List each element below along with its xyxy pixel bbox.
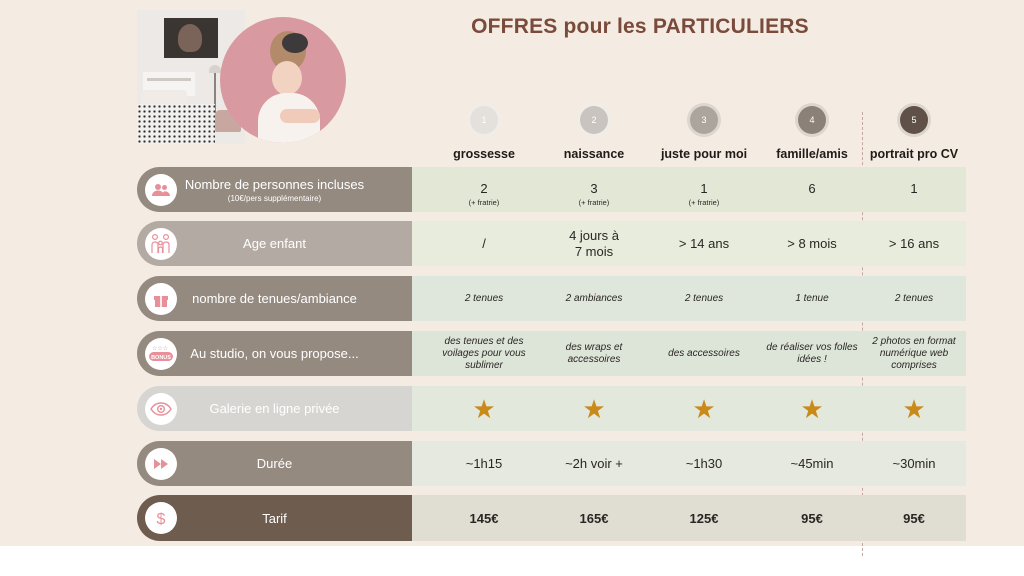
table-cell bbox=[429, 236, 539, 251]
cell-value: 2 ambiances bbox=[565, 292, 623, 304]
table-cell bbox=[859, 456, 969, 471]
cell-value: > 8 mois bbox=[787, 236, 837, 251]
table-cell bbox=[757, 293, 867, 305]
cell-value: > 14 ans bbox=[678, 236, 730, 251]
bottom-strip bbox=[0, 546, 1024, 576]
table-cell bbox=[649, 456, 759, 471]
step-number-badge: 5 bbox=[900, 106, 928, 134]
table-cell bbox=[649, 181, 759, 207]
row-label-text bbox=[137, 291, 412, 306]
cell-value: 6 bbox=[808, 181, 816, 196]
cell-value: ~1h15 bbox=[465, 456, 503, 471]
row-label-main: Tarif bbox=[262, 510, 287, 526]
row-label-text bbox=[137, 177, 412, 203]
cell-value: ~30min bbox=[892, 456, 936, 471]
table-cell bbox=[539, 228, 649, 260]
table-cell bbox=[429, 336, 539, 372]
face bbox=[272, 61, 302, 95]
table-cell bbox=[859, 336, 969, 372]
table-cell bbox=[429, 456, 539, 471]
step-number-badge: 2 bbox=[580, 106, 608, 134]
row-label-main: Age enfant bbox=[243, 236, 306, 251]
girl-portrait-photo bbox=[220, 17, 346, 143]
row-label-4 bbox=[137, 331, 412, 376]
cell-value: des wraps et accessoires bbox=[565, 341, 623, 365]
table-cell bbox=[429, 293, 539, 305]
star-icon: ★ bbox=[800, 393, 824, 424]
cell-value: 95€ bbox=[903, 510, 925, 526]
row-label-6 bbox=[137, 441, 412, 486]
step-number-badge: 3 bbox=[690, 106, 718, 134]
cell-value: 1 bbox=[910, 181, 918, 196]
page-title: OFFRES pour les PARTICULIERS bbox=[471, 15, 809, 38]
row-label-7 bbox=[137, 495, 412, 541]
column-header-2 bbox=[538, 106, 650, 161]
step-number-badge: 4 bbox=[798, 106, 826, 134]
table-cell bbox=[429, 393, 539, 424]
cell-note: (+ fratrie) bbox=[468, 198, 500, 207]
cell-value: 2 bbox=[480, 181, 488, 196]
wall-frame bbox=[164, 18, 218, 58]
table-cell bbox=[859, 236, 969, 251]
table-cell bbox=[649, 511, 759, 526]
table-cell bbox=[757, 342, 867, 366]
row-label-main: Durée bbox=[256, 456, 293, 471]
table-cell bbox=[859, 393, 969, 424]
row-label-2 bbox=[137, 221, 412, 266]
cell-value: 3 bbox=[590, 181, 598, 196]
table-cell bbox=[539, 342, 649, 366]
table-cell bbox=[649, 393, 759, 424]
row-label-main: nombre de tenues/ambiance bbox=[192, 291, 357, 306]
row-label-sub: (10€/pers supplémentaire) bbox=[227, 193, 322, 203]
table-cell bbox=[757, 181, 867, 196]
table-cell bbox=[757, 511, 867, 526]
table-cell bbox=[429, 511, 539, 526]
cell-value: 95€ bbox=[801, 510, 823, 526]
row-label-text bbox=[137, 346, 412, 361]
star-icon: ★ bbox=[582, 393, 606, 424]
cell-value: ~45min bbox=[790, 456, 834, 471]
column-header-4 bbox=[756, 106, 868, 161]
table-cell bbox=[649, 348, 759, 360]
svg-text:$: $ bbox=[156, 511, 166, 527]
table-cell bbox=[539, 393, 649, 424]
row-label-text bbox=[137, 511, 412, 526]
cell-value: 1 bbox=[700, 181, 708, 196]
cell-value: des accessoires bbox=[668, 347, 740, 359]
cell-value: 2 tenues bbox=[894, 292, 934, 304]
svg-text:BONUS: BONUS bbox=[151, 354, 171, 361]
table-cell bbox=[649, 236, 759, 251]
column-label: grossesse bbox=[453, 147, 515, 161]
cell-value: 2 photos en format numérique web comprises bbox=[872, 335, 956, 371]
table-cell bbox=[757, 393, 867, 424]
table-cell bbox=[539, 511, 649, 526]
hair-bow bbox=[282, 33, 308, 53]
cell-value: 165€ bbox=[579, 510, 609, 526]
row-label-3 bbox=[137, 276, 412, 321]
cell-value: ~2h voir + bbox=[565, 456, 623, 471]
column-header-1 bbox=[428, 106, 540, 161]
cell-value: 2 tenues bbox=[464, 292, 504, 304]
cell-value: 2 tenues bbox=[684, 292, 724, 304]
table-cell bbox=[539, 293, 649, 305]
table-cell bbox=[757, 456, 867, 471]
table-cell bbox=[649, 293, 759, 305]
column-header-5 bbox=[858, 106, 970, 161]
bed bbox=[137, 104, 215, 144]
lamp bbox=[209, 65, 221, 73]
row-label-text bbox=[137, 401, 412, 416]
cell-value: 1 tenue bbox=[795, 292, 829, 304]
column-label: famille/amis bbox=[776, 147, 848, 161]
cell-value: 145€ bbox=[469, 510, 499, 526]
cell-value: 4 jours à 7 mois bbox=[569, 227, 619, 259]
row-label-text bbox=[137, 236, 412, 251]
table-cell bbox=[539, 456, 649, 471]
column-label: juste pour moi bbox=[660, 147, 748, 161]
table-cell bbox=[539, 181, 649, 207]
row-label-main: Au studio, on vous propose... bbox=[190, 346, 359, 361]
table-cell bbox=[859, 293, 969, 305]
step-number-badge: 1 bbox=[470, 106, 498, 134]
star-icon: ★ bbox=[472, 393, 496, 424]
cell-value: des tenues et des voilages pour vous sublimer bbox=[442, 335, 526, 371]
row-label-1 bbox=[137, 167, 412, 212]
column-header-3 bbox=[648, 106, 760, 161]
column-label: portrait pro CV bbox=[869, 147, 959, 161]
star-icon: ★ bbox=[902, 393, 926, 424]
arms bbox=[280, 109, 320, 123]
cell-value: 125€ bbox=[689, 510, 719, 526]
row-label-main: Galerie en ligne privée bbox=[209, 401, 340, 416]
table-cell bbox=[757, 236, 867, 251]
column-label: naissance bbox=[563, 147, 625, 161]
cell-value: > 16 ans bbox=[888, 236, 940, 251]
cell-value: de réaliser vos folles idées ! bbox=[766, 341, 858, 365]
row-label-main: Nombre de personnes incluses bbox=[184, 176, 365, 192]
table-cell bbox=[859, 511, 969, 526]
cell-value: ~1h30 bbox=[685, 456, 723, 471]
table-cell bbox=[859, 181, 969, 196]
cell-value: / bbox=[482, 236, 486, 251]
row-label-text bbox=[137, 456, 412, 471]
row-label-5 bbox=[137, 386, 412, 431]
svg-text:☆☆☆: ☆☆☆ bbox=[152, 344, 169, 352]
cell-note: (+ fratrie) bbox=[688, 198, 720, 207]
star-icon: ★ bbox=[692, 393, 716, 424]
table-cell bbox=[429, 181, 539, 207]
cell-note: (+ fratrie) bbox=[578, 198, 610, 207]
